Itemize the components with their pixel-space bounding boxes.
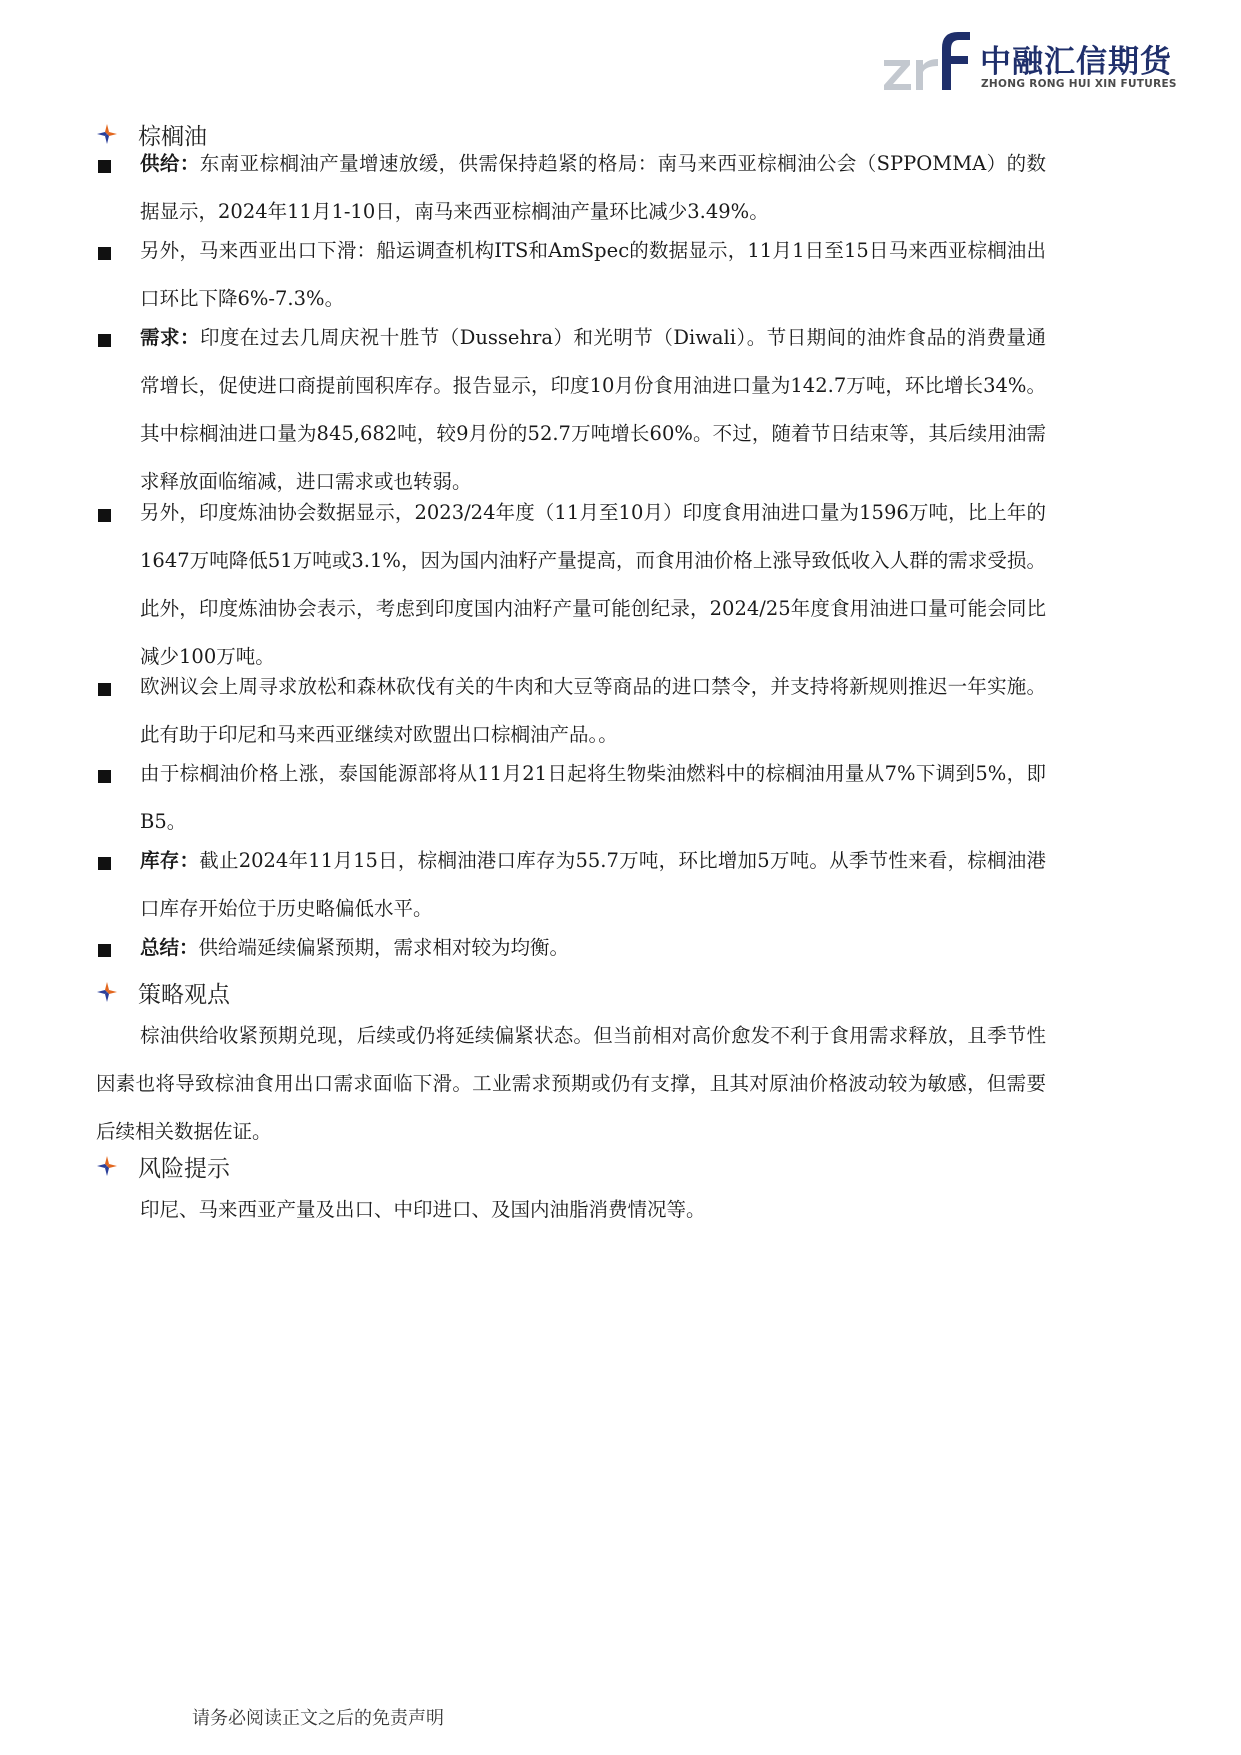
logo-chinese-name: 中融汇信期货 (980, 44, 1172, 80)
bullet-india-refiners (96, 489, 1046, 681)
company-logo (880, 28, 1177, 94)
compass-star-icon (96, 981, 118, 1003)
bullet-lead: 供给： (140, 152, 200, 175)
bullet-text: 截止2024年11月15日，棕榈油港口库存为55.7万吨，环比增加5万吨。从季节性来看，棕榈油港口库存开始位于历史略偏低水平。 (140, 849, 1046, 920)
bullet-thailand (96, 750, 1046, 846)
znf-logo-icon (880, 28, 976, 94)
section-title: 棕榈油 (138, 123, 207, 150)
bullet-text: 印度在过去几周庆祝十胜节（Dussehra）和光明节（Diwali）。节日期间的油炸食品的消费量通常增长，促使进口商提前囤积库存。报告显示，印度10月份食用油进口量为142.7万吨，环比增长34%。其中棕榈油进口量为845,682吨，较9月份的52.7万吨增长60%。不过，随着节日结束等，其后续用油需求释放面临缩减，进口需求或也转弱。 (140, 326, 1046, 493)
bullet-square-icon (98, 683, 111, 696)
bullet-inventory (96, 837, 1046, 933)
bullet-summary (96, 924, 1046, 972)
strategy-paragraph: 棕油供给收紧预期兑现，后续或仍将延续偏紧状态。但当前相对高价愈发不利于食用需求释放，且季节性因素也将导致棕油食用出口需求面临下滑。工业需求预期或仍有支撑，且其对原油价格波动较为敏感，但需要后续相关数据佐证。 (96, 1024, 1046, 1143)
bullet-square-icon (98, 334, 111, 347)
bullet-text: 另外，印度炼油协会数据显示，2023/24年度（11月至10月）印度食用油进口量为1596万吨，比上年的1647万吨降低51万吨或3.1%，因为国内油籽产量提高，而食用油价格上涨导致低收入人群的需求受损。此外，印度炼油协会表示，考虑到印度国内油籽产量可能创纪录，2024/25年度食用油进口量可能会同比减少100万吨。 (140, 501, 1046, 668)
bullet-text: 欧洲议会上周寻求放松和森林砍伐有关的牛肉和大豆等商品的进口禁令，并支持将新规则推迟一年实施。此有助于印尼和马来西亚继续对欧盟出口棕榈油产品。。 (140, 675, 1046, 746)
bullet-square-icon (98, 944, 111, 957)
section-title: 策略观点 (138, 981, 230, 1008)
bullet-lead: 总结： (140, 936, 199, 959)
bullet-demand (96, 314, 1046, 506)
bullet-text: 供给端延续偏紧预期，需求相对较为均衡。 (198, 936, 570, 959)
bullet-square-icon (98, 857, 111, 870)
logo-english-name: ZHONG RONG HUI XIN FUTURES (981, 78, 1177, 90)
bullet-square-icon (98, 160, 111, 173)
compass-star-icon (96, 1155, 118, 1177)
section-title: 风险提示 (138, 1155, 230, 1182)
bullet-square-icon (98, 509, 111, 522)
bullet-supply (96, 140, 1046, 236)
risk-paragraph: 印尼、马来西亚产量及出口、中印进口、及国内油脂消费情况等。 (140, 1198, 706, 1221)
footer-disclaimer-note: 请务必阅读正文之后的免责声明 (192, 1708, 444, 1729)
bullet-text: 由于棕榈油价格上涨，泰国能源部将从11月21日起将生物柴油燃料中的棕榈油用量从7%下调到5%，即B5。 (140, 762, 1046, 833)
section-heading-risk (96, 1148, 230, 1184)
section-heading-strategy (96, 974, 230, 1010)
bullet-eu (96, 663, 1046, 759)
bullet-square-icon (98, 247, 111, 260)
bullet-export (96, 227, 1046, 323)
bullet-text: 另外，马来西亚出口下滑：船运调查机构ITS和AmSpec的数据显示，11月1日至15日马来西亚棕榈油出口环比下降6%-7.3%。 (140, 239, 1046, 310)
bullet-square-icon (98, 770, 111, 783)
bullet-text: 东南亚棕榈油产量增速放缓，供需保持趋紧的格局：南马来西亚棕榈油公会（SPPOMMA）的数据显示，2024年11月1-10日，南马来西亚棕榈油产量环比减少3.49%。 (140, 152, 1046, 223)
bullet-lead: 需求： (140, 326, 200, 349)
bullet-lead: 库存： (140, 849, 200, 872)
